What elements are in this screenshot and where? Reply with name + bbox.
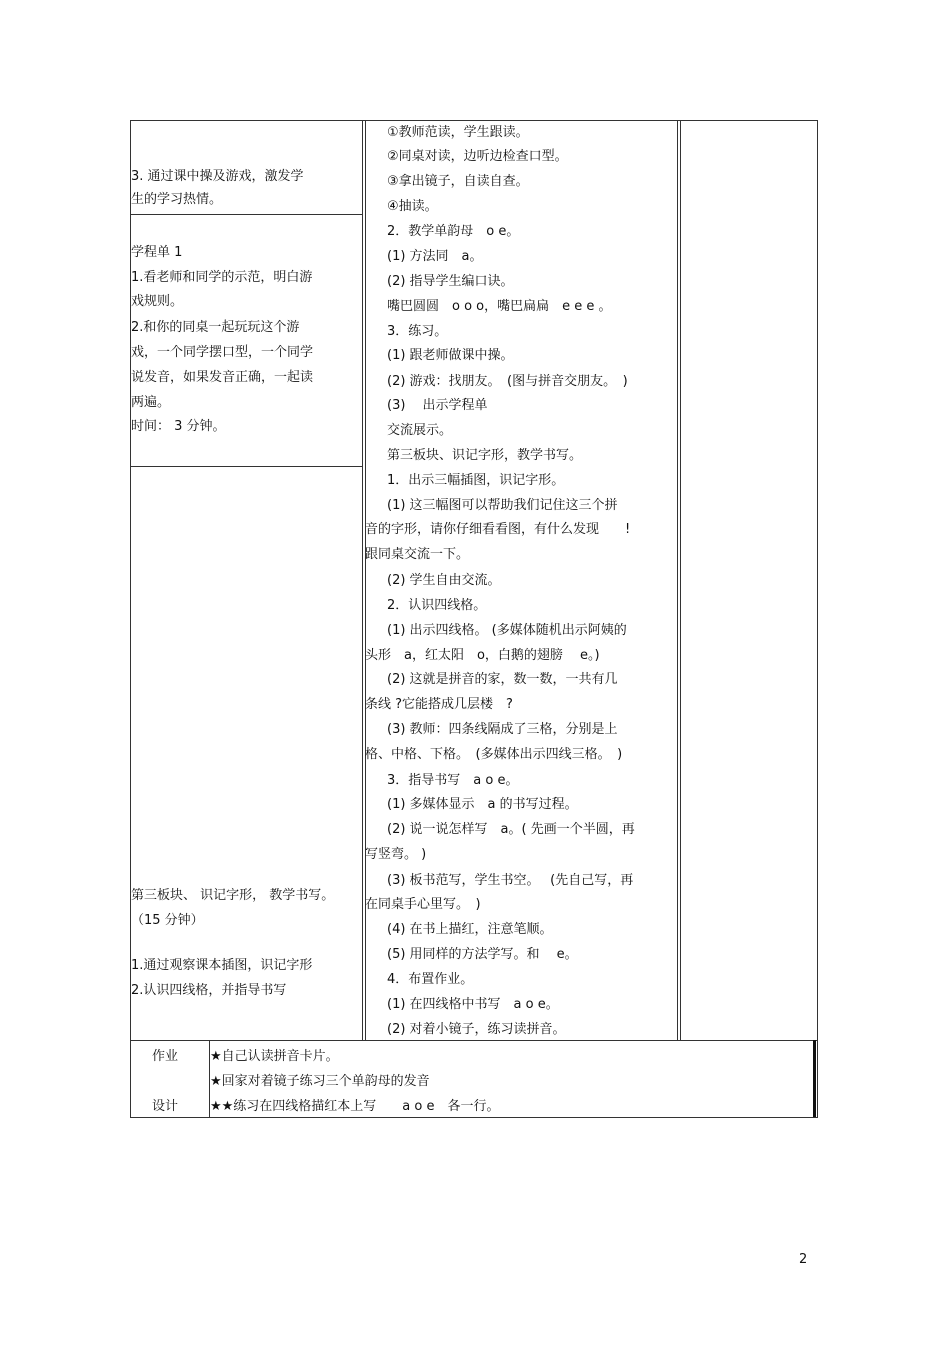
goal-3-line-2: 生的学习热情。 xyxy=(131,192,223,207)
section-3-goal: 1.通过观察课本插图，识记字形 xyxy=(131,958,313,973)
lesson-line: ③拿出镜子，自读自查。 xyxy=(387,174,529,189)
column-divider-right xyxy=(677,120,678,1041)
lesson-line: ①教师范读，学生跟读。 xyxy=(387,125,529,140)
lesson-line: 1．出示三幅插图，识记字形。 xyxy=(387,473,565,488)
homework-item: ★回家对着镜子练习三个单韵母的发音 xyxy=(210,1074,430,1089)
table-right-border xyxy=(817,120,818,1118)
lesson-line: 音的字形，请你仔细看看图，有什么发现 ! xyxy=(365,522,631,537)
lesson-line: (1) 出示四线格。 (多媒体随机出示阿姨的 xyxy=(387,623,627,638)
lesson-line: 交流展示。 xyxy=(387,423,453,438)
lesson-line: 头形 a，红太阳 o，白鹅的翅膀 e。) xyxy=(365,648,600,663)
lesson-line: 条线 ?它能搭成几层楼 ? xyxy=(365,697,513,712)
lesson-line: 3．指导书写 a o e。 xyxy=(387,773,519,788)
left-cell-divider-1 xyxy=(130,214,362,215)
section-3-goal: 2.认识四线格，并指导书写 xyxy=(131,983,287,998)
lesson-line: (2) 指导学生编口诀。 xyxy=(387,274,514,289)
lesson-line: (3) 出示学程单 xyxy=(387,398,488,413)
lesson-line: 2．认识四线格。 xyxy=(387,598,487,613)
table-top-border xyxy=(130,120,818,121)
worksheet-line: 戏，一个同学摆口型，一个同学 xyxy=(131,345,314,360)
worksheet-line: 1.看老师和同学的示范，明白游 xyxy=(131,270,313,285)
section-3-title: 第三板块、 识记字形， 教学书写。 xyxy=(131,888,335,903)
lesson-line: (2) 说一说怎样写 a。( 先画一个半圆，再 xyxy=(387,822,635,837)
lesson-line: 跟同桌交流一下。 xyxy=(365,547,470,562)
lesson-line: 写竖弯。 ) xyxy=(365,847,427,862)
lesson-line: (3) 板书范写，学生书空。 (先自己写，再 xyxy=(387,873,634,888)
homework-right-thick-border xyxy=(813,1040,816,1118)
lesson-line: (1) 跟老师做课中操。 xyxy=(387,348,514,363)
lesson-line: (1) 方法同 a。 xyxy=(387,249,483,264)
worksheet-line: 说发音，如果发音正确，一起读 xyxy=(131,370,314,385)
worksheet-line: 两遍。 xyxy=(131,395,171,410)
homework-item: ★自己认读拼音卡片。 xyxy=(210,1049,339,1064)
lesson-line: 第三板块、识记字形，教学书写。 xyxy=(387,448,583,463)
worksheet-line: 戏规则。 xyxy=(131,294,184,309)
goal-3-line-1: 3. 通过课中操及游戏，激发学 xyxy=(131,169,304,184)
worksheet-title: 学程单 1 xyxy=(131,245,183,260)
lesson-line: (1) 这三幅图可以帮助我们记住这三个拼 xyxy=(387,498,618,513)
lesson-line: (2) 对着小镜子，练习读拼音。 xyxy=(387,1022,566,1037)
column-divider-left xyxy=(362,120,363,1041)
homework-item: ★★练习在四线格描红本上写 a o e 各一行。 xyxy=(210,1099,500,1114)
lesson-line: (5) 用同样的方法学写。和 e。 xyxy=(387,947,578,962)
lesson-line: ②同桌对读，边听边检查口型。 xyxy=(387,149,568,164)
lesson-line: (1) 在四线格中书写 a o e。 xyxy=(387,997,559,1012)
lesson-line: (2) 这就是拼音的家，数一数，一共有几 xyxy=(387,672,618,687)
lesson-line: (3) 教师：四条线隔成了三格，分别是上 xyxy=(387,722,618,737)
lesson-line: 嘴巴圆圆 o o o，嘴巴扁扁 e e e 。 xyxy=(387,299,612,314)
lesson-line: (2) 学生自由交流。 xyxy=(387,573,501,588)
lesson-line: (2) 游戏：找朋友。 (图与拼音交朋友。 ) xyxy=(387,374,628,389)
lesson-line: (4) 在书上描红，注意笔顺。 xyxy=(387,922,553,937)
page-number: 2 xyxy=(799,1252,808,1267)
lesson-line: 3．练习。 xyxy=(387,324,448,339)
worksheet-time: 时间： 3 分钟。 xyxy=(131,419,226,434)
homework-label-bottom: 设计 xyxy=(152,1099,179,1114)
lesson-line: (1) 多媒体显示 a 的书写过程。 xyxy=(387,797,578,812)
left-cell-divider-2 xyxy=(130,466,362,467)
table-bottom-border xyxy=(130,1117,818,1118)
lesson-line: 格、中格、下格。 (多媒体出示四线三格。 ) xyxy=(365,747,623,762)
lesson-line: 4．布置作业。 xyxy=(387,972,474,987)
lesson-line: 在同桌手心里写。 ) xyxy=(365,897,481,912)
lesson-line: ④抽读。 xyxy=(387,199,438,214)
homework-label-top: 作业 xyxy=(152,1049,179,1064)
worksheet-line: 2.和你的同桌一起玩玩这个游 xyxy=(131,320,300,335)
lesson-line: 2．教学单韵母 o e。 xyxy=(387,224,520,239)
column-divider-right-inner xyxy=(680,120,681,1041)
section-3-duration: （15 分钟） xyxy=(131,913,204,928)
homework-top-border xyxy=(130,1040,818,1041)
